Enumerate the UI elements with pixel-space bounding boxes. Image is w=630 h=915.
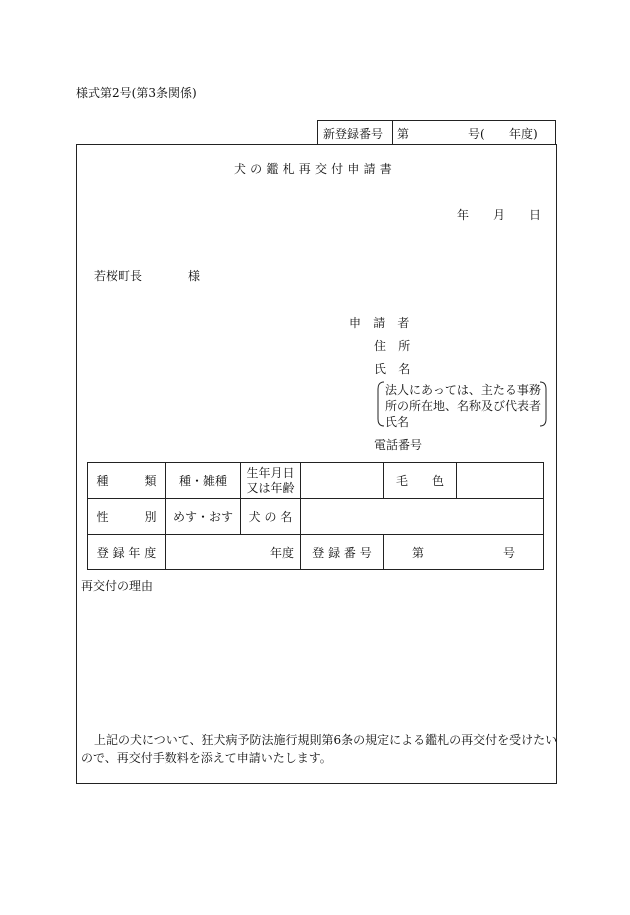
registration-divider [392,120,393,145]
dog-name-field[interactable] [301,499,543,534]
color-field[interactable] [457,463,543,498]
date-day[interactable]: 日 [529,208,542,222]
reg-year-nendo: 年度 [269,546,294,560]
breed-options[interactable]: 種・雑種 [178,474,227,488]
registration-number-label: 新登録番号 [323,127,384,141]
date-month[interactable]: 月 [493,208,506,222]
reg-no-dai: 第 [412,546,425,560]
left-bracket [377,381,385,427]
registration-nendo[interactable]: 年度) [509,127,538,141]
birth-field[interactable] [301,463,383,498]
applicant-address-label[interactable]: 住 所 [374,339,415,353]
birth-label-line1: 生年月日 [246,465,295,480]
reg-year-field[interactable] [166,535,300,570]
corporate-note-line1: 法人にあっては、主たる事務 [385,383,541,397]
addressee-sama: 様 [188,269,201,283]
registration-go[interactable]: 号( [468,127,485,141]
corporate-note-line2: 所の所在地、名称及び代表者 [385,399,542,413]
form-number-label: 様式第2号(第3条関係) [76,86,197,100]
sex-label: 性 別 [96,510,157,524]
statement-line1: 上記の犬について、狂犬病予防法施行規則第6条の規定による鑑札の再交付を受けたい [94,733,558,747]
reason-field[interactable] [81,595,551,715]
sex-options[interactable]: めす・おす [172,510,233,524]
birth-label-line2: 又は年齢 [246,480,295,495]
registration-dai: 第 [397,127,410,141]
color-label: 毛 色 [395,474,444,488]
applicant-phone-label[interactable]: 電話番号 [374,438,423,452]
birth-label [241,463,300,498]
applicant-heading: 申 請 者 [349,316,414,330]
corporate-note-line3: 氏名 [385,415,410,429]
reason-label: 再交付の理由 [81,579,154,593]
addressee-name: 若桜町長 [94,269,143,283]
applicant-name-label[interactable]: 氏 名 [374,362,415,376]
dog-name-label: 犬 の 名 [248,510,293,524]
reg-year-label: 登 録 年 度 [96,546,157,560]
reg-no-go: 号 [502,546,515,560]
reg-no-field[interactable] [384,535,543,570]
statement-line2: ので、再交付手数料を添えて申請いたします。 [81,751,332,765]
reg-no-label: 登 録 番 号 [312,546,372,560]
kind-label: 種 類 [96,474,157,488]
form-title: 犬の鑑札再交付申請書 [233,162,396,176]
date-year[interactable]: 年 [457,208,470,222]
